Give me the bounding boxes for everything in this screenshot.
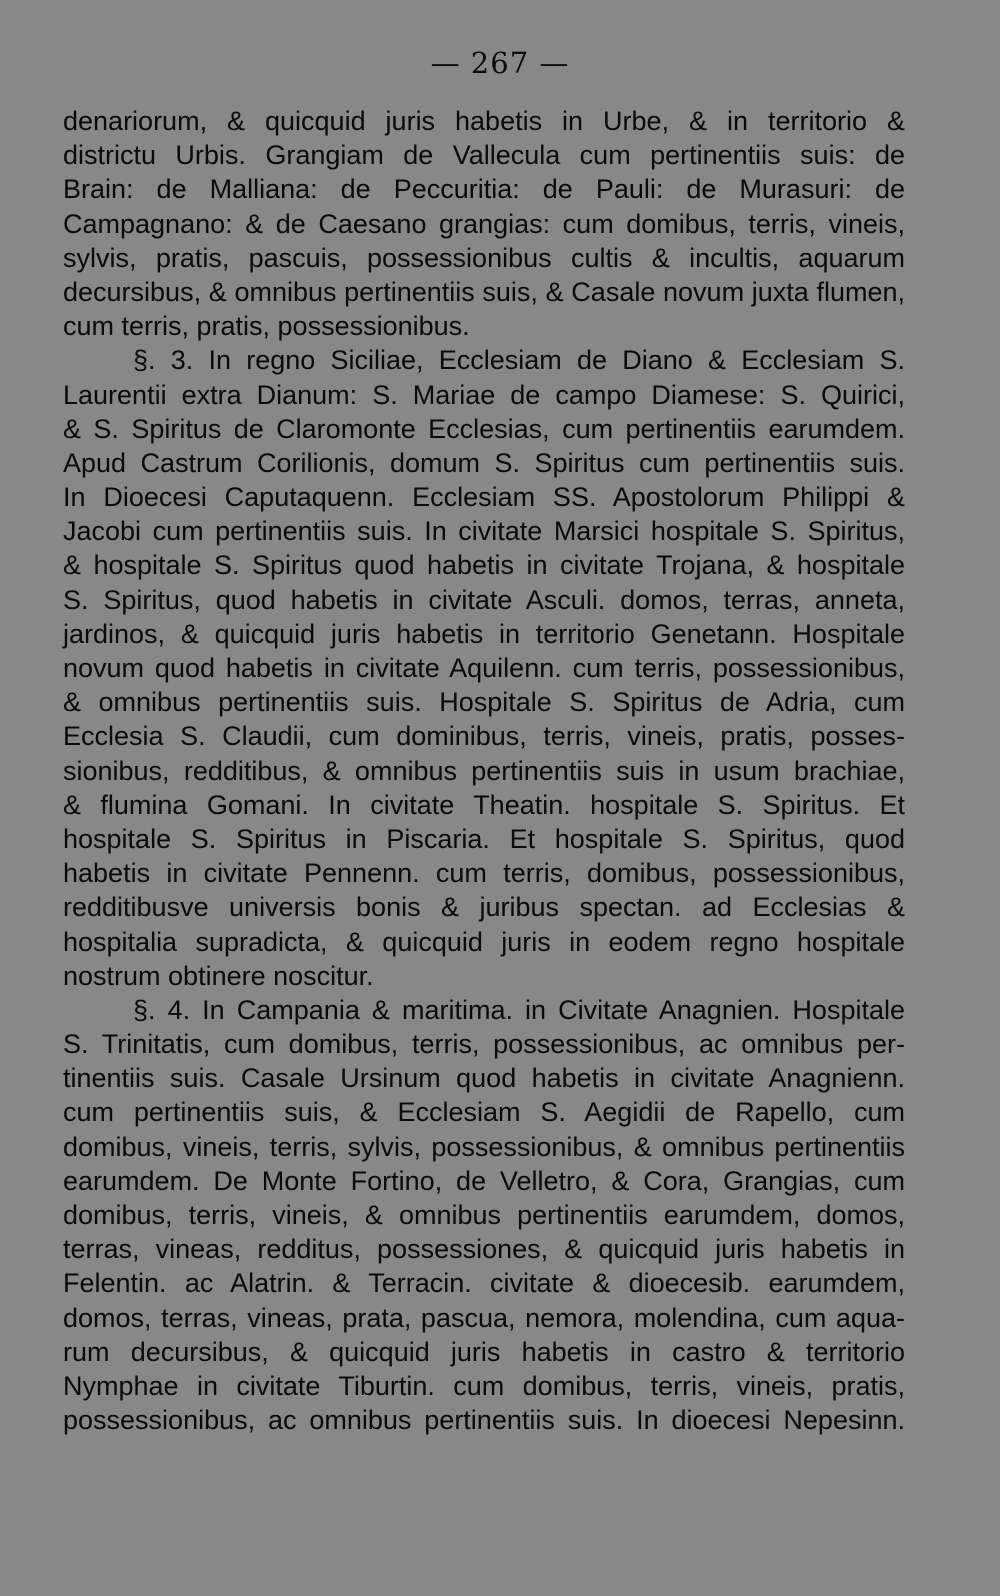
text-line: sionibus, redditibus, & omnibus pertinentiis suis in usum brachiae, — [63, 755, 905, 786]
text-line: Ecclesia S. Claudii, cum dominibus, terris, vineis, pratis, posses- — [63, 721, 905, 752]
text-line: & hospitale S. Spiritus quod habetis in civitate Trojana, & hospitale — [63, 550, 905, 581]
text-line: Apud Castrum Corilionis, domum S. Spiritus cum pertinentiis suis. — [63, 447, 905, 478]
text-line: decursibus, & omnibus pertinentiis suis, & Casale novum juxta flumen, — [63, 276, 905, 307]
text-line: hospitalia supradicta, & quicquid juris in eodem regno hospitale — [63, 926, 905, 957]
text-line: redditibusve universis bonis & juribus spectan. ad Ecclesias & — [63, 892, 905, 923]
text-line: possessionibus, ac omnibus pertinentiis suis. In dioecesi Nepesinn. — [63, 1405, 905, 1436]
text-line: & flumina Gomani. In civitate Theatin. hospitale S. Spiritus. Et — [63, 789, 905, 820]
text-line: Nymphae in civitate Tiburtin. cum domibus, terris, vineis, pratis, — [63, 1370, 905, 1401]
text-line: domibus, terris, vineis, & omnibus pertinentiis earumdem, domos, — [63, 1200, 905, 1230]
text-line: §. 3. In regno Siciliae, Ecclesiam de Diano & Ecclesiam S. — [133, 345, 905, 376]
text-line: hospitale S. Spiritus in Piscaria. Et hospitale S. Spiritus, quod — [63, 823, 905, 854]
text-line: Campagnano: & de Caesano grangias: cum domibus, terris, vineis, — [63, 208, 905, 239]
text-line: domos, terras, vineas, prata, pascua, nemora, molendina, cum aqua- — [63, 1302, 905, 1333]
text-line: Felentin. ac Alatrin. & Terracin. civitate & dioecesib. earumdem, — [63, 1268, 905, 1299]
text-line: denariorum, & quicquid juris habetis in Urbe, & in territorio & — [63, 106, 905, 136]
text-line: & omnibus pertinentiis suis. Hospitale S. Spiritus de Adria, cum — [63, 687, 905, 718]
text-line: terras, vineas, redditus, possessiones, & quicquid juris habetis in — [63, 1234, 905, 1265]
text-line: S. Trinitatis, cum domibus, terris, possessionibus, ac omnibus per- — [63, 1029, 905, 1060]
text-line: Laurentii extra Dianum: S. Mariae de campo Diamese: S. Quirici, — [63, 379, 905, 410]
text-line: rum decursibus, & quicquid juris habetis in castro & territorio — [63, 1336, 905, 1367]
text-line: cum pertinentiis suis, & Ecclesiam S. Aegidii de Rapello, cum — [63, 1097, 905, 1128]
text-line: S. Spiritus, quod habetis in civitate Asculi. domos, terras, anneta, — [63, 584, 905, 615]
page-number: — 267 — — [430, 46, 570, 80]
text-line: domibus, vineis, terris, sylvis, possessionibus, & omnibus pertinentiis — [63, 1131, 905, 1162]
body-text — [63, 104, 905, 1437]
text-line: habetis in civitate Pennenn. cum terris, domibus, possessionibus, — [63, 858, 905, 889]
text-line: nostrum obtinere noscitur. — [63, 960, 374, 991]
text-line: earumdem. De Monte Fortino, de Velletro, & Cora, Grangias, cum — [63, 1165, 905, 1196]
text-line: §. 4. In Campania & maritima. in Civitate Anagnien. Hospitale — [133, 994, 905, 1025]
text-line: jardinos, & quicquid juris habetis in territorio Genetann. Hospitale — [63, 618, 905, 649]
text-line: sylvis, pratis, pascuis, possessionibus cultis & incultis, aquarum — [63, 242, 905, 273]
text-line: districtu Urbis. Grangiam de Vallecula cum pertinentiis suis: de — [63, 140, 905, 171]
text-line: tinentiis suis. Casale Ursinum quod habetis in civitate Anagnienn. — [63, 1063, 905, 1094]
text-line: Brain: de Malliana: de Peccuritia: de Pauli: de Murasuri: de — [63, 174, 905, 205]
text-line: In Dioecesi Caputaquenn. Ecclesiam SS. Apostolorum Philippi & — [63, 482, 905, 513]
text-line: & S. Spiritus de Claromonte Ecclesias, cum pertinentiis earumdem. — [63, 413, 905, 444]
text-line: cum terris, pratis, possessionibus. — [63, 311, 470, 342]
text-line: Jacobi cum pertinentiis suis. In civitate Marsici hospitale S. Spiritus, — [63, 516, 905, 547]
text-line: novum quod habetis in civitate Aquilenn. cum terris, possessionibus, — [63, 653, 905, 683]
